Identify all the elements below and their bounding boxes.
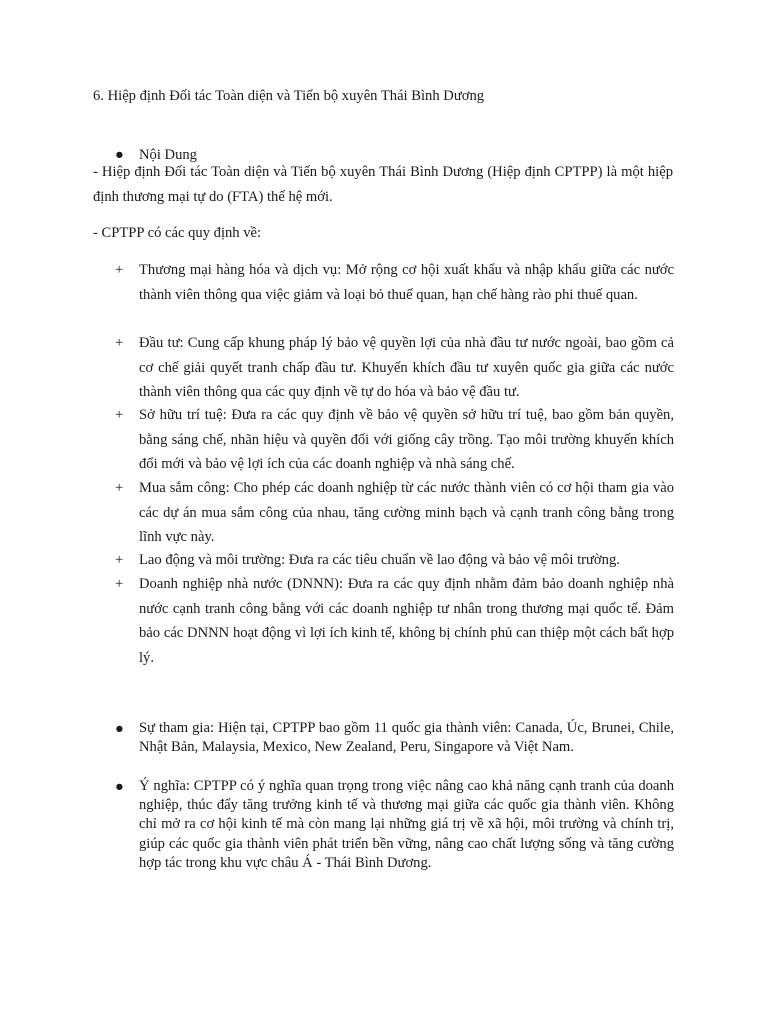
regulation-text: Đầu tư: Cung cấp khung pháp lý bảo vệ quyền lợi của nhà đầu tư nước ngoài, bao gồm cả cơ chế giải quyết tranh chấp đầu tư. Khuyến khích đầu tư xuyên quốc gia giữa các nước thành viên thông qua các quy định về tự do hóa và bảo vệ đầu tư. [139,335,674,400]
plus-marker-icon: + [115,407,124,423]
content-subheading-label: Nội Dung [139,147,197,163]
regulations-lead: - CPTPP có các quy định về: [93,225,262,241]
plus-marker-icon: + [115,480,124,496]
plus-marker-icon: + [115,552,124,568]
section-heading: 6. Hiệp định Đối tác Toàn diện và Tiến bộ xuyên Thái Bình Dương [93,88,485,104]
significance-text: Ý nghĩa: CPTPP có ý nghĩa quan trọng trong việc nâng cao khả năng cạnh tranh của doanh nghiệp, thúc đẩy tăng trưởng kinh tế và thương mại giữa các quốc gia thành viên. Không chỉ mở ra cơ hội kinh tế mà còn mang lại những giá trị về xã hội, môi trường và chính trị, giúp các quốc gia thành viên phát triển bền vững, nâng cao chất lượng sống và tăng cường hợp tác trong khu vực châu Á - Thái Bình Dương. [139,778,674,871]
regulation-text: Thương mại hàng hóa và dịch vụ: Mở rộng cơ hội xuất khẩu và nhập khẩu giữa các nước thành viên thông qua việc giảm và loại bỏ thuế quan, hạn chế hàng rào phi thuế quan. [139,262,674,303]
plus-marker-icon: + [115,262,124,278]
bullet-icon: ● [115,721,124,737]
regulation-text: Sở hữu trí tuệ: Đưa ra các quy định về bảo vệ quyền sở hữu trí tuệ, bao gồm bản quyền, bằng sáng chế, nhãn hiệu và quyền đối với giống cây trồng. Tạo môi trường khuyến khích đổi mới và bảo vệ lợi ích của các doanh nghiệp và nhà sáng chế. [139,407,674,472]
regulation-item-intellectual-property [115,403,675,477]
regulation-item-trade [115,258,675,307]
regulation-text: Mua sắm công: Cho phép các doanh nghiệp từ các nước thành viên có cơ hội tham gia vào các dự án mua sắm công của nhau, tăng cường minh bạch và cạnh tranh công bằng trong lĩnh vực này. [139,480,674,545]
significance-item [115,777,675,873]
regulation-item-labor-environment [115,548,675,573]
bullet-icon: ● [115,779,124,795]
plus-marker-icon: + [115,335,124,351]
regulation-text: Lao động và môi trường: Đưa ra các tiêu chuẩn về lao động và bảo vệ môi trường. [139,552,620,568]
participation-text: Sự tham gia: Hiện tại, CPTPP bao gồm 11 quốc gia thành viên: Canada, Úc, Brunei, Chile, Nhật Bản, Malaysia, Mexico, New Zealand, Peru, Singapore và Việt Nam. [139,720,674,756]
intro-paragraph: - Hiệp định Đối tác Toàn diện và Tiến bộ xuyên Thái Bình Dương (Hiệp định CPTPP) là một hiệp định thương mại tự do (FTA) thế hệ mới. [93,164,673,205]
plus-marker-icon: + [115,576,124,592]
bullet-icon: ● [115,147,124,163]
regulation-item-investment [115,331,675,405]
participation-item [115,719,675,757]
regulation-text: Doanh nghiệp nhà nước (DNNN): Đưa ra các quy định nhằm đảm bảo doanh nghiệp nhà nước cạnh tranh công bằng với các doanh nghiệp tư nhân trong thương mại quốc tế. Đảm bảo các DNNN hoạt động vì lợi ích kinh tế, không bị chính phủ can thiệp một cách bất hợp lý. [139,576,674,666]
regulation-item-state-enterprises [115,572,675,670]
regulation-item-procurement [115,476,675,550]
